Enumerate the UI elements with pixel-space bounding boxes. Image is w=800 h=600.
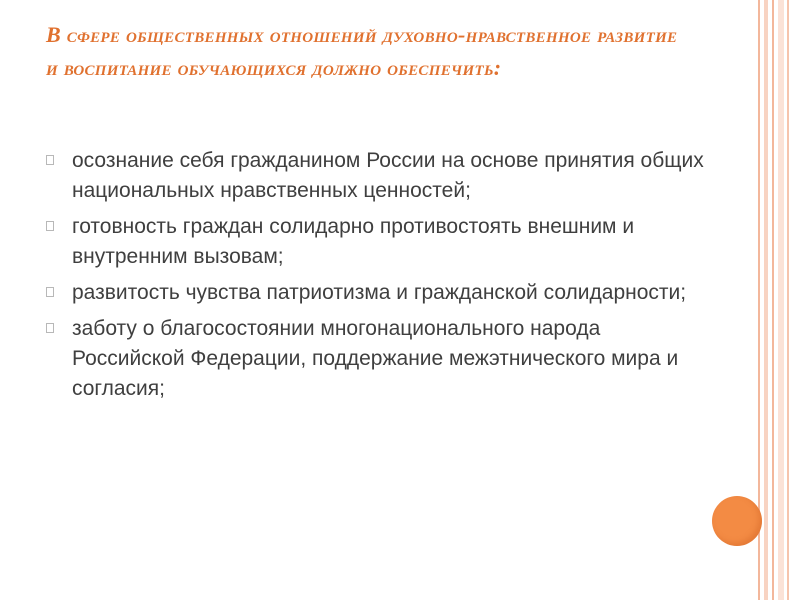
bullet-item (46, 278, 706, 308)
square-bullet-icon (46, 287, 54, 297)
decorative-stripe (778, 0, 784, 600)
decorative-stripe (772, 0, 774, 600)
square-bullet-icon (46, 221, 54, 231)
bullet-item (46, 212, 706, 272)
bullet-text: осознание себя гражданином России на основе принятия общих национальных нравственных ценностей; (72, 149, 704, 202)
bullet-item (46, 146, 706, 206)
decorative-stripe (787, 0, 789, 600)
bullet-item (46, 314, 706, 404)
bullet-text: заботу о благосостоянии многонационального народа Российской Федерации, поддержание межэтнического мира и согласия; (72, 317, 679, 400)
slide-title: В сфере общественных отношений духовно-нравственное развитие и воспитание обучающихся должно обеспечить: (46, 22, 678, 80)
bullet-text: готовность граждан солидарно противостоять внешним и внутренним вызовам; (72, 215, 635, 268)
bullet-list (46, 146, 706, 410)
orange-circle-icon (712, 496, 762, 546)
bullet-text: развитость чувства патриотизма и гражданской солидарности; (72, 281, 687, 304)
square-bullet-icon (46, 323, 54, 333)
decorative-stripe (764, 0, 768, 600)
square-bullet-icon (46, 155, 54, 165)
